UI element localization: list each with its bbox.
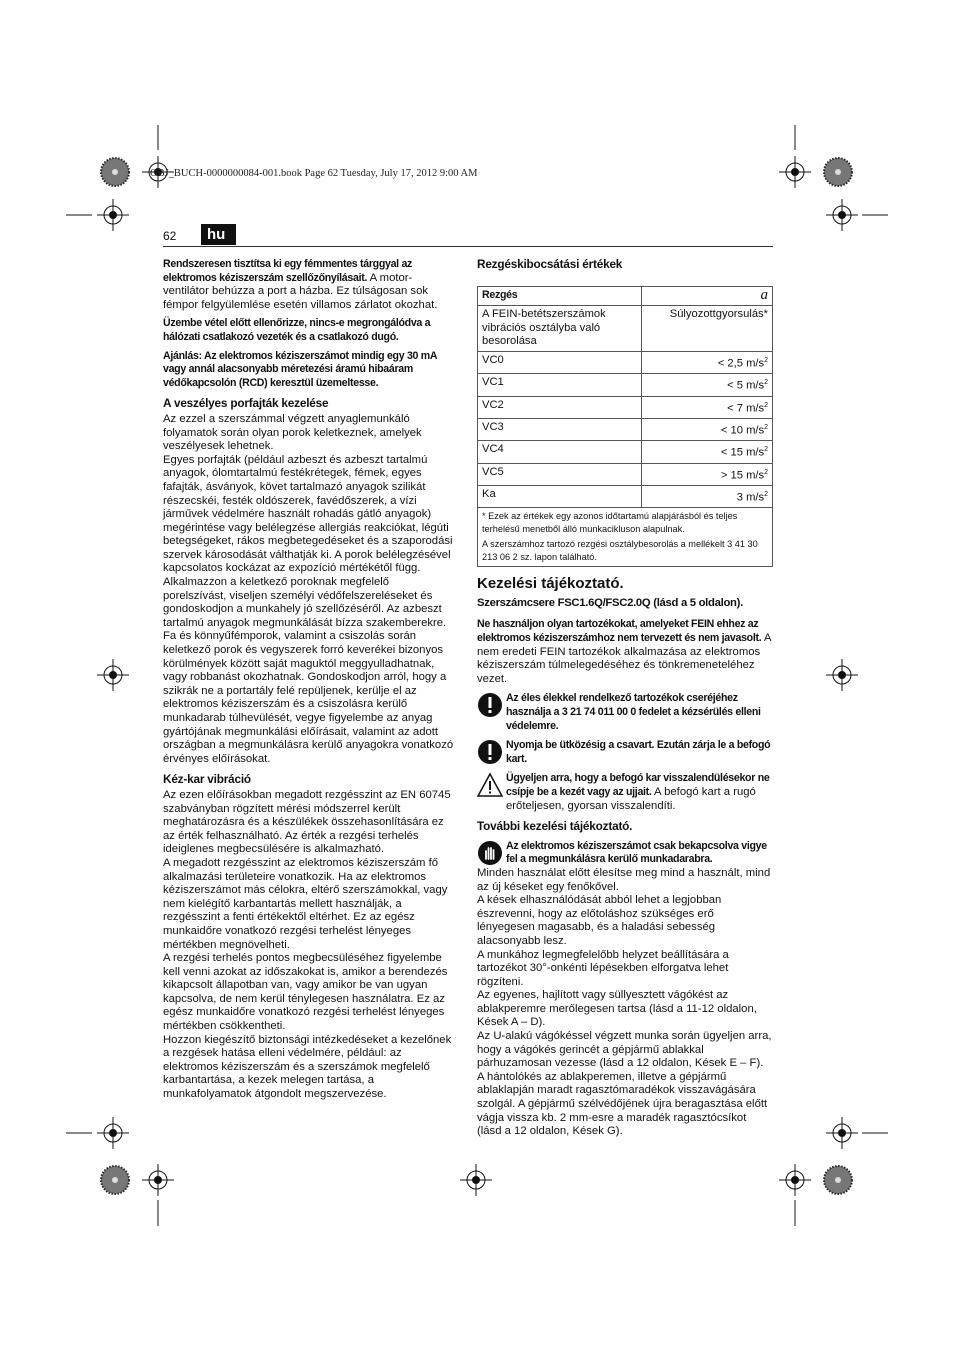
dust-paragraph-2: Egyes porfajták (például azbeszt és azbeszt tartalmú anyagok, ólomtartalmú festékrétegek, fémek, egyes fafajták, ásványok, követ tartalmazó anyagok szilikát részecskéi, festék oldószerek, favédőszerek, a vízi járművek védelmére használt rohadás gátló anyagok) megérintése vagy belélegzése allergiás reakciókat, légúti betegségeket, rákos megbetegedéseket és a szaporodási szervek károsodását válthatják ki. A porok belélegzésével kapcsolatos kockázat az expozíció mértékétől függ. Alkalmazzon a keletkező poroknak megfelelő porelszívást, viseljen személyi védőfelszereléseket és gondoskodjon a munkahely jó szellőzéséről. Az azbeszt tartalmú anyagok megmunkálását bízza szakemberekre. Fa és könnyűfémporok, valamint a csiszolás során keletkező porok és vegyszerek forró keverékei bizonyos körülmények között saját maguktól meggyulladhatnak, vagy robbanást okozhatnak. Gondoskodjon arról, hogy a szikrák ne a portartály felé repüljenek, kerülje el az elektromos kéziszerszám és a csiszolásra kerülő munkadarab túlhevülését, vegye figyelembe az anyag gyártójának megmunkálási előírásait, valamint az adott országban a megmunkálásra kerülő anyagokra vonatkozó érvényes előírásokat. (163, 453, 454, 765)
table-row: VC3 < 10 $m/s^2$ (478, 418, 773, 440)
emission-heading: Rezgéskibocsátási értékek (477, 257, 623, 271)
dust-heading: A veszélyes porfajták kezelése (163, 396, 329, 411)
more-paragraph-5: Az U-alakú vágókéssel végzett munka során ügyeljen arra, hogy a vágókés gerincét a gépjármű ablakkal párhuzamosan vezesse (lásd a 12 oldalon, Kések E – F). (477, 1030, 772, 1070)
table-header-label: Rezgés (478, 286, 642, 306)
more-usage-heading: További kezelési tájékoztató. (477, 819, 633, 834)
table-row: VC4 < 15 $m/s^2$ (478, 441, 773, 463)
table-note-1: * Ezek az értékek egy azonos időtartamú alapjárásból és teljes terhelésű menetből álló munkacikluson alapulnak. (482, 511, 738, 535)
more-paragraph-2: A kések elhasználódását abból lehet a legjobban észrevenni, hogy az előtoláshoz szükséges erő lényegesen magasabb, és a haladási sebesség alacsonyabb lesz. (477, 894, 722, 947)
accessory-paragraph: Ne használjon olyan tartozékokat, amelyeket FEIN ehhez az elektromos kéziszerszámhoz nem tervezett és nem javasolt. A nem eredeti FEIN tartozékok alkalmazása az elektromos kéziszerszám túlmelegedéséhez és tönkremeneteléhez vezet. (477, 618, 771, 685)
warning-triangle-icon (477, 772, 503, 798)
language-badge: hu (201, 224, 236, 245)
vent-cleaning-paragraph: Rendszeresen tisztítsa ki egy fémmentes tárggyal az elektromos kéziszerszám szellőzőnyílásait. A motor-ventilátor behúzza a port a házba. Ez túlságosan sok fémpor felgyülemlése esetén villamos zárlatot okozhat. (163, 258, 438, 311)
exclamation-icon (477, 739, 503, 765)
table-notes-row (478, 508, 773, 567)
vibration-paragraph-1: Az ezen előírásokban megadott rezgésszint az EN 60745 szabványban rögzített mérési módszerrel került meghatározásra és a készülékek összehasonlítására ez az érték felhasználható. Az érték a rezgési terhelés ideiglenes megbecsülésére is alkalmazható. (163, 788, 451, 856)
dust-paragraph-1: Az ezzel a szerszámmal végzett anyaglemunkáló folyamatok során olyan porok keletkeznek, amelyek veszélyesek lehetnek. (163, 412, 422, 453)
page-number: 62 (163, 229, 177, 243)
table-note-2: A szerszámhoz tartozó rezgési osztálybesorolás a mellékelt 3 41 30 213 06 2 sz. lapon található. (482, 539, 758, 563)
hand-prohibition-icon (477, 840, 503, 866)
table-header-row (478, 286, 773, 306)
vibration-table (477, 286, 773, 568)
cord-check-paragraph: Üzembe vétel előtt ellenőrizze, nincs-e megrongálódva a hálózati csatlakozó vezeték és a csatlakozó dugó. (163, 317, 431, 343)
table-row: VC0 < 2,5 $m/s^2$ (478, 351, 773, 373)
table-class-row (478, 306, 773, 352)
table-row: VC1 < 5 $m/s^2$ (478, 374, 773, 396)
warning-switch-on: Az elektromos kéziszerszámot csak bekapcsolva vigye fel a megmunkálásra kerülő munkadarabra. (477, 840, 773, 867)
table-class-value: Súlyozottgyorsulás* (642, 306, 773, 352)
left-column (163, 258, 455, 1107)
table-row: VC5 > 15 $m/s^2$ (478, 463, 773, 485)
print-header: OBJ_BUCH-0000000084-001.book Page 62 Tuesday, July 17, 2012 9:00 AM (150, 168, 478, 179)
vibration-paragraph-2: A megadott rezgésszint az elektromos kéziszerszám fő alkalmazási területeire vonatkozik. Ha az elektromos kéziszerszámot más célokra, eltérő szerszámokkal, vagy nem kielégítő karbantartás mellett használják, a rezgésszint a fenti értékektől eltérhet. Ez az egész munkaidőre vonatkozó rezgési terhelést lényeges mértékben megnövelheti. (163, 856, 448, 951)
warning-clamping-lever: Ügyeljen arra, hogy a befogó kar visszalendülésekor ne csípje be a kezét vagy az ujjait. A befogó kart a rugó erőteljesen, gyorsan visszalendíti. (477, 772, 773, 813)
exclamation-icon (477, 692, 503, 718)
table-row: VC2 < 7 $m/s^2$ (478, 396, 773, 418)
table-header-symbol: a (642, 286, 773, 306)
more-paragraph-3: A munkához legmegfelelőbb helyzet beállítására a tartozékot 30°-onkénti lépésekben elforgatva lehet rögzíteni. (477, 948, 729, 988)
right-column (477, 258, 773, 1144)
usage-heading: Kezelési tájékoztató. (477, 575, 624, 593)
vibration-paragraph-3: A rezgési terhelés pontos megbecsüléséhez figyelembe kell venni azokat az időszakokat is, amikor a berendezés kikapcsolt állapotban van, vagy amikor be van ugyan kapcsolva, de nem kerül ténylegesen használatra. Ez az egész munkaidőre vonatkozó rezgési terhelést lényeges mértékben csökkentheti. (163, 952, 448, 1033)
vibration-heading: Kéz-kar vibráció (163, 772, 251, 787)
more-paragraph-1: Minden használat előtt élesítse meg mind a használt, mind az új késeket egy fenőkővel. (477, 866, 771, 893)
more-paragraph-6: A hántolókés az ablakperemen, illetve a gépjármű ablaklapján maradt ragasztómaradékok visszavágására szolgál. A gépjármű szélvédőjének újra beragasztása előtt vágja vissza kb. 2 mm-esre a maradék ragasztócsíkot (lásd a 12 oldalon, Kések G). (477, 1070, 768, 1138)
table-class-label: A FEIN-betétszerszámok vibrációs osztályba való besorolása (478, 306, 642, 352)
rcd-recommendation: Ajánlás: Az elektromos kéziszerszámot mindig egy 30 mA vagy annál alacsonyabb méretezési áramú hibaáram védőkapcsolón (RCD) keresztül üzemeltesse. (163, 349, 437, 389)
vibration-paragraph-4: Hozzon kiegészítő biztonsági intézkedéseket a kezelőnek a rezgések hatása elleni védelmére, például: az elektromos kéziszerszám és a szerszámok megfelelő karbantartása, a kezek melegen tartása, a munkafolyamatok átgondolt megszervezése. (163, 1033, 452, 1101)
warning-screw: Nyomja be ütközésig a csavart. Ezután zárja le a befogó kart. (477, 739, 773, 766)
table-row: Ka 3 $m/s^2$ (478, 485, 773, 507)
warning-cover: Az éles élekkel rendelkező tartozékok cseréjéhez használja a 3 21 74 011 00 0 fedelet a kézsérülés elleni védelemre. (477, 692, 773, 733)
more-paragraph-4: Az egyenes, hajlított vagy süllyesztett vágókést az ablakperemre merőlegesen tartsa (lásd a 11-12 oldalon, Kések A – D). (477, 989, 757, 1029)
tool-change-subheading: Szerszámcsere FSC1.6Q/FSC2.0Q (lásd a 5 oldalon). (477, 596, 743, 609)
header-rule (163, 246, 773, 247)
